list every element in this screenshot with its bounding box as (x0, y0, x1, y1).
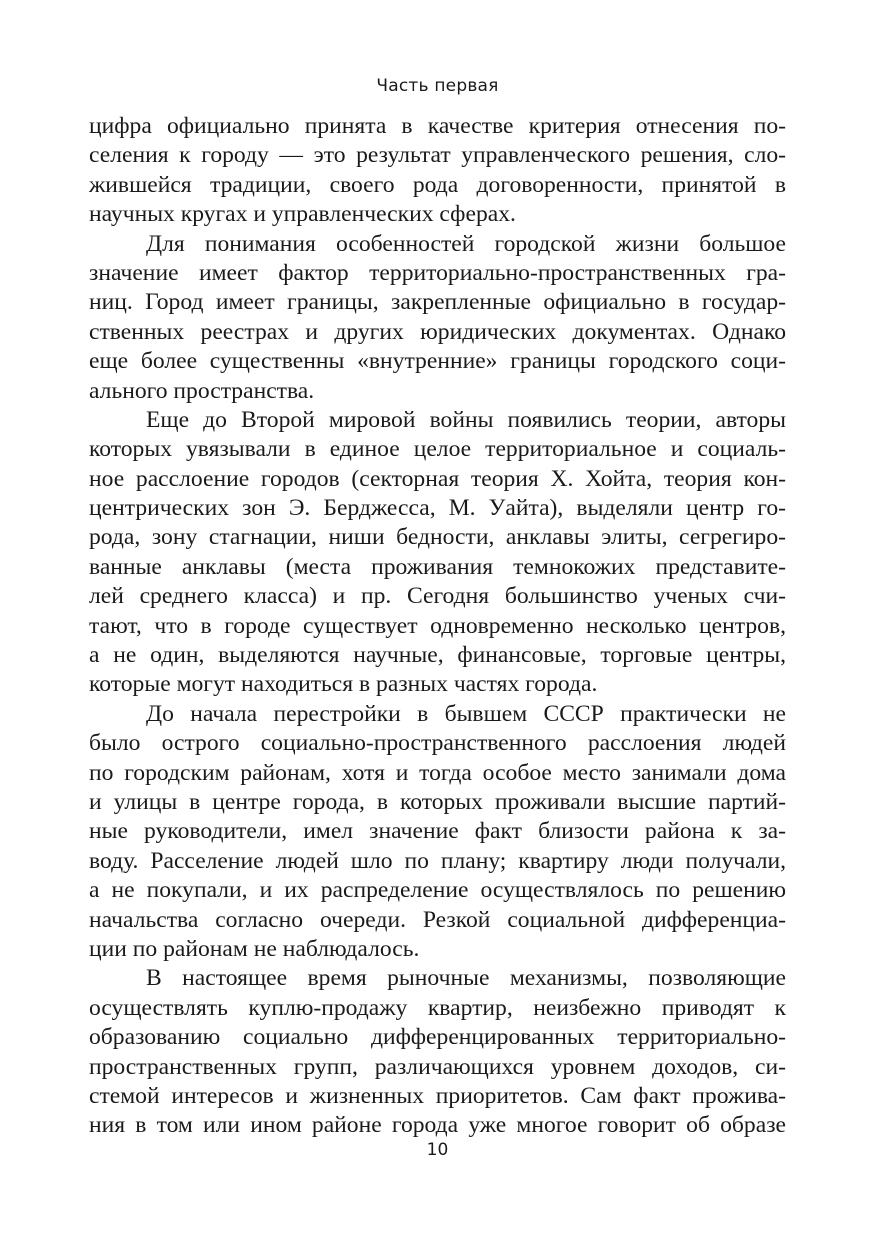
page-number: 10 (426, 1140, 449, 1160)
text-line: научных кругах и управленческих сферах. (89, 201, 516, 228)
text-line: рода, зону стагнации, ниши бедности, анклавы элиты, сегрегиро- (89, 524, 786, 551)
text-line: а не покупали, и их распределение осуществлялось по решению (89, 877, 786, 904)
text-line: было острого социально-пространственного расслоения людей (89, 730, 786, 757)
paragraph (89, 406, 786, 700)
text-line: начальства согласно очереди. Резкой социальной дифференциа- (89, 906, 786, 933)
text-line: тают, что в городе существует одновременно несколько центров, (89, 612, 786, 639)
text-line: значение имеет фактор территориально-пространственных гра- (89, 259, 786, 286)
text-line: пространственных групп, различающихся уровнем доходов, си- (89, 1053, 786, 1080)
text-line: воду. Расселение людей шло по плану; квартиру люди получали, (89, 847, 786, 874)
body-text (89, 112, 786, 1141)
text-line: и улицы в центре города, в которых проживали высшие партий- (89, 788, 786, 815)
text-line: образованию социально дифференцированных территориально- (89, 1024, 786, 1051)
paragraph (89, 112, 786, 230)
text-line: ное расслоение городов (секторная теория Х. Хойта, теория кон- (89, 465, 786, 492)
text-line: Еще до Второй мировой войны появились теории, авторы (146, 406, 786, 433)
text-line: До начала перестройки в бывшем СССР практически не (146, 700, 786, 727)
text-line: Для понимания особенностей городской жизни большое (146, 230, 786, 257)
text-line: ального пространства. (89, 377, 315, 404)
running-head: Часть первая (376, 76, 499, 96)
text-line: которых увязывали в единое целое территориальное и социаль- (89, 436, 786, 463)
text-line: осуществлять куплю-продажу квартир, неизбежно приводят к (89, 994, 786, 1021)
text-line: жившейся традиции, своего рода договоренности, принятой в (89, 171, 786, 198)
text-line: селения к городу — это результат управленческого решения, сло- (89, 142, 786, 169)
text-line: цифра официально принята в качестве критерия отнесения по- (89, 113, 786, 139)
text-line: а не один, выделяются научные, финансовые, торговые центры, (89, 642, 786, 669)
text-line: ные руководители, имел значение факт близости района к за- (89, 818, 786, 845)
text-line: еще более существенны «внутренние» границы городского соци- (89, 348, 786, 375)
text-line: по городским районам, хотя и тогда особое место занимали дома (89, 759, 786, 786)
paragraph (89, 230, 786, 406)
text-line: которые могут находиться в разных частях города. (89, 671, 598, 698)
text-line: ции по районам не наблюдалось. (89, 935, 420, 962)
paragraph (89, 700, 786, 965)
text-line: центрических зон Э. Берджесса, М. Уайта), выделяли центр го- (89, 495, 786, 522)
text-line: В настоящее время рыночные механизмы, позволяющие (146, 965, 786, 992)
text-line: ственных реестрах и других юридических документах. Однако (89, 318, 786, 345)
text-line: ния в том или ином районе города уже многое говорит об образе (89, 1112, 786, 1139)
text-line: ванные анклавы (места проживания темнокожих представите- (89, 553, 786, 580)
text-line: ниц. Город имеет границы, закрепленные официально в государ- (89, 289, 786, 316)
text-line: лей среднего класса) и пр. Сегодня большинство ученых счи- (89, 583, 786, 610)
paragraph (89, 964, 786, 1140)
text-line: стемой интересов и жизненных приоритетов. Сам факт прожива- (89, 1082, 786, 1109)
